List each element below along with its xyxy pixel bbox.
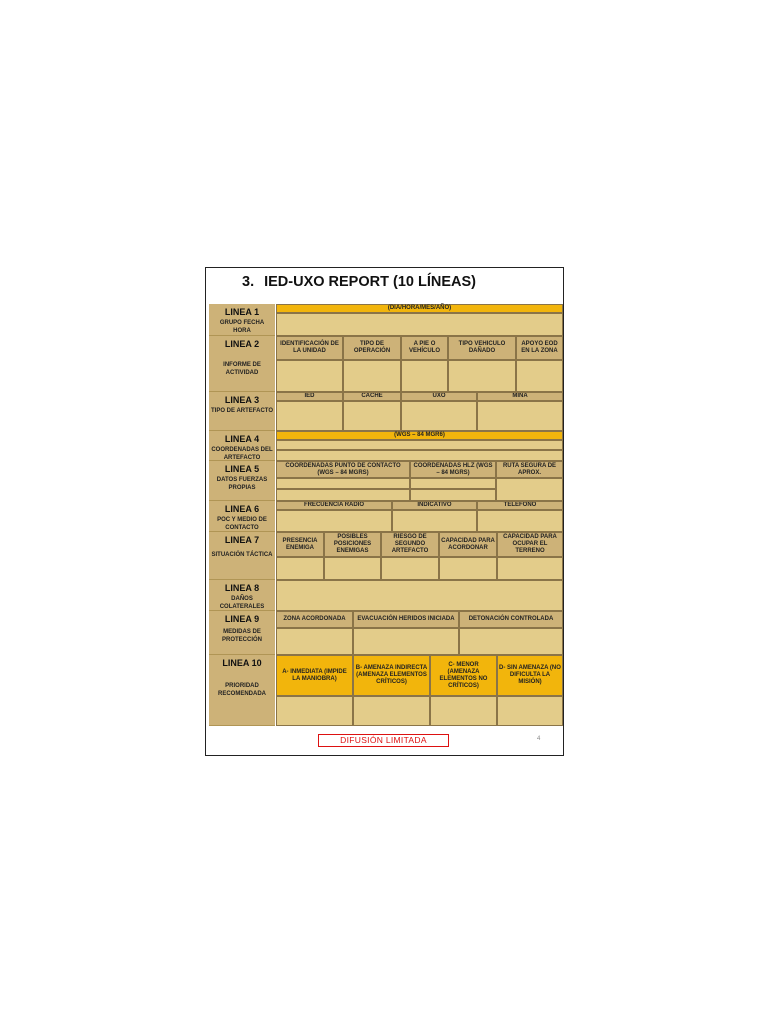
linea-10-cell[interactable] xyxy=(353,696,430,726)
linea-1-label: LINEA 1 GRUPO FECHA HORA xyxy=(209,304,275,336)
linea-9-header: DETONACIÓN CONTROLADA xyxy=(459,611,563,628)
linea-6-header: FRECUENCIA RADIO xyxy=(276,501,392,510)
linea-5-cell[interactable] xyxy=(410,489,496,501)
linea-6-label: LINEA 6 POC Y MEDIO DE CONTACTO xyxy=(209,501,275,532)
linea-4-label: LINEA 4 COORDENADAS DEL ARTEFACTO xyxy=(209,431,275,461)
linea-5-header: COORDENADAS HLZ (WGS – 84 MGRS) xyxy=(410,461,496,478)
linea-2-header: IDENTIFICACIÓN DE LA UNIDAD xyxy=(276,336,343,360)
linea-2-label: LINEA 2 INFORME DE ACTIVIDAD xyxy=(209,336,275,392)
linea-4-header: (WGS – 84 MGR6) xyxy=(276,431,563,440)
report-title: 3. IED-UXO REPORT (10 LÍNEAS) xyxy=(242,274,476,290)
linea-3-label: LINEA 3 TIPO DE ARTEFACTO xyxy=(209,392,275,431)
linea-3-header: MINA xyxy=(477,392,563,401)
linea-7-header: CAPACIDAD PARA OCUPAR EL TERRENO xyxy=(497,532,563,557)
linea-2-header: TIPO DE OPERACIÓN xyxy=(343,336,401,360)
linea-9-cell[interactable] xyxy=(459,628,563,655)
linea-8-cell[interactable] xyxy=(276,580,563,611)
linea-2-header: TIPO VEHICULO DAÑADO xyxy=(448,336,516,360)
linea-9-header: ZONA ACORDONADA xyxy=(276,611,353,628)
linea-4-cell[interactable] xyxy=(276,450,563,461)
linea-7-header: RIESGO DE SEGUNDO ARTEFACTO xyxy=(381,532,439,557)
linea-3-cell[interactable] xyxy=(401,401,477,431)
linea-7-header: POSIBLES POSICIONES ENEMIGAS xyxy=(324,532,381,557)
linea-7-cell[interactable] xyxy=(381,557,439,580)
linea-6-header: INDICATIVO xyxy=(392,501,477,510)
linea-5-header: RUTA SEGURA DE APROX. xyxy=(496,461,563,478)
linea-4-cell[interactable] xyxy=(276,440,563,450)
linea-7-cell[interactable] xyxy=(439,557,497,580)
linea-10-cell[interactable] xyxy=(276,696,353,726)
linea-2-cell[interactable] xyxy=(516,360,563,392)
linea-3-header: UXO xyxy=(401,392,477,401)
linea-9-cell[interactable] xyxy=(276,628,353,655)
linea-10-header: B- AMENAZA INDIRECTA (AMENAZA ELEMENTOS CRÍTICOS) xyxy=(353,655,430,696)
linea-6-cell[interactable] xyxy=(477,510,563,532)
linea-10-header: D- SIN AMENAZA (NO DIFICULTA LA MISIÓN) xyxy=(497,655,563,696)
linea-2-cell[interactable] xyxy=(401,360,448,392)
linea-7-cell[interactable] xyxy=(324,557,381,580)
linea-10-cell[interactable] xyxy=(430,696,497,726)
linea-9-header: EVACUACIÓN HERIDOS INICIADA xyxy=(353,611,459,628)
linea-7-header: CAPACIDAD PARA ACORDONAR xyxy=(439,532,497,557)
linea-10-header: C- MENOR (AMENAZA ELEMENTOS NO CRÍTICOS) xyxy=(430,655,497,696)
linea-9-cell[interactable] xyxy=(353,628,459,655)
linea-3-cell[interactable] xyxy=(343,401,401,431)
linea-7-cell[interactable] xyxy=(276,557,324,580)
linea-2-header: APOYO EOD EN LA ZONA xyxy=(516,336,563,360)
linea-3-cell[interactable] xyxy=(276,401,343,431)
linea-2-cell[interactable] xyxy=(448,360,516,392)
linea-5-cell[interactable] xyxy=(276,478,410,489)
linea-3-header: IED xyxy=(276,392,343,401)
linea-5-cell[interactable] xyxy=(410,478,496,489)
linea-9-label: LINEA 9 MEDIDAS DE PROTECCIÓN xyxy=(209,611,275,655)
linea-2-cell[interactable] xyxy=(276,360,343,392)
linea-5-label: LINEA 5 DATOS FUERZAS PROPIAS xyxy=(209,461,275,501)
report-slide xyxy=(205,267,564,756)
linea-5-cell[interactable] xyxy=(496,478,563,501)
page-number: 4 xyxy=(537,736,541,742)
linea-1-cell[interactable] xyxy=(276,313,563,336)
linea-5-cell[interactable] xyxy=(276,489,410,501)
linea-8-label: LINEA 8 DAÑOS COLATERALES xyxy=(209,580,275,611)
linea-1-header: (DIA/HORA/MES/AÑO) xyxy=(276,304,563,313)
linea-2-header: A PIE O VEHÍCULO xyxy=(401,336,448,360)
linea-7-cell[interactable] xyxy=(497,557,563,580)
linea-10-cell[interactable] xyxy=(497,696,563,726)
linea-2-cell[interactable] xyxy=(343,360,401,392)
linea-3-cell[interactable] xyxy=(477,401,563,431)
linea-7-label: LINEA 7 SITUACIÓN TÁCTICA xyxy=(209,532,275,580)
linea-5-header: COORDENADAS PUNTO DE CONTACTO (WGS – 84 MGRS) xyxy=(276,461,410,478)
linea-6-header: TELÉFONO xyxy=(477,501,563,510)
linea-7-header: PRESENCIA ENEMIGA xyxy=(276,532,324,557)
linea-3-header: CACHE xyxy=(343,392,401,401)
linea-6-cell[interactable] xyxy=(392,510,477,532)
linea-10-label: LINEA 10 PRIORIDAD RECOMENDADA xyxy=(209,655,275,726)
linea-10-header: A- INMEDIATA (IMPIDE LA MANIOBRA) xyxy=(276,655,353,696)
difusion-limitada-label: DIFUSIÓN LIMITADA xyxy=(318,734,449,747)
linea-6-cell[interactable] xyxy=(276,510,392,532)
